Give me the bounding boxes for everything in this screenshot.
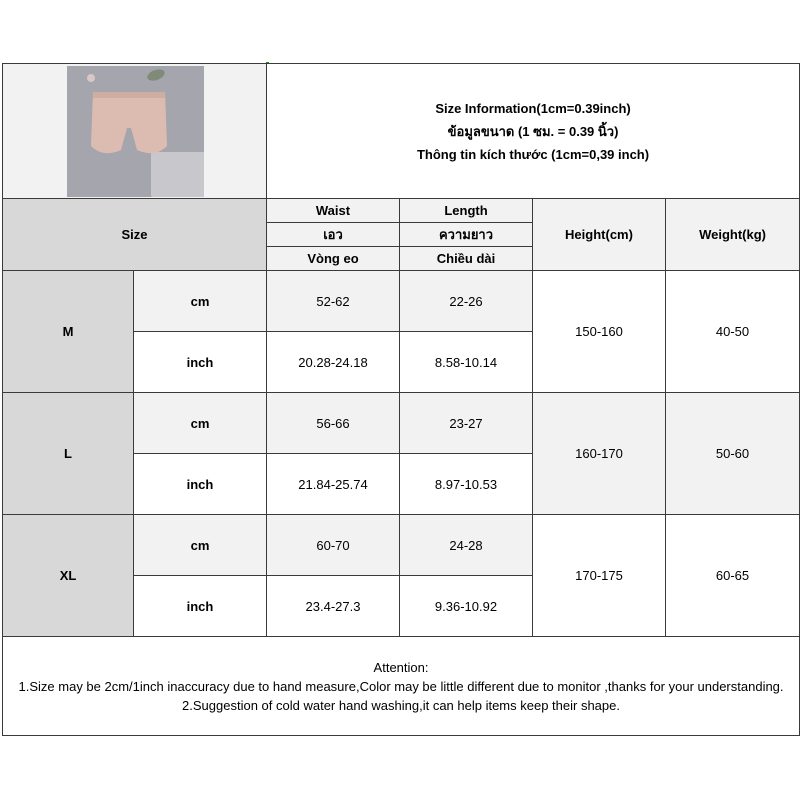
- title-english: Size Information(1cm=0.39inch): [435, 100, 631, 116]
- waist-cm-value: 52-62: [267, 271, 400, 332]
- height-value: 150-160: [533, 271, 666, 393]
- title-vietnamese: Thông tin kích thước (1cm=0,39 inch): [416, 146, 650, 162]
- length-inch-value: 9.36-10.92: [400, 576, 533, 637]
- height-value: 170-175: [533, 515, 666, 637]
- unit-inch-label: inch: [134, 332, 267, 393]
- length-inch-value: 8.97-10.53: [400, 454, 533, 515]
- waist-cm-value: 56-66: [267, 393, 400, 454]
- length-cm-value: 24-28: [400, 515, 533, 576]
- length-cm-value: 22-26: [400, 271, 533, 332]
- unit-cm-label: cm: [134, 515, 267, 576]
- waist-cm-value: 60-70: [267, 515, 400, 576]
- size-info-title: [267, 64, 800, 199]
- size-header: Size: [3, 199, 267, 271]
- size-xl-label: XL: [3, 515, 134, 637]
- shorts-icon: [85, 88, 173, 166]
- leaf-decoration: [146, 67, 166, 83]
- length-cm-value: 23-27: [400, 393, 533, 454]
- title-thai: ข้อมูลขนาด (1 ซม. = 0.39 นิ้ว): [447, 123, 619, 139]
- waist-inch-value: 23.4-27.3: [267, 576, 400, 637]
- product-photo-cell: [3, 64, 267, 199]
- product-photo: [67, 66, 204, 197]
- attention-line-1: 1.Size may be 2cm/1inch inaccuracy due to hand measure,Color may be little different due to monitor ,thanks for your understanding.: [18, 678, 784, 694]
- weight-value: 60-65: [666, 515, 800, 637]
- waist-inch-value: 21.84-25.74: [267, 454, 400, 515]
- length-header-th: ความยาว: [400, 223, 533, 247]
- size-m-label: M: [3, 271, 134, 393]
- weight-value: 50-60: [666, 393, 800, 515]
- attention-line-2: 2.Suggestion of cold water hand washing,it can help items keep their shape.: [182, 697, 620, 713]
- waist-header-vi: Vòng eo: [267, 247, 400, 271]
- unit-cm-label: cm: [134, 393, 267, 454]
- size-chart-table: [2, 63, 800, 736]
- height-header: Height(cm): [533, 199, 666, 271]
- unit-inch-label: inch: [134, 576, 267, 637]
- attention-note: [3, 637, 800, 736]
- weight-header: Weight(kg): [666, 199, 800, 271]
- waist-header-th: เอว: [267, 223, 400, 247]
- height-value: 160-170: [533, 393, 666, 515]
- unit-cm-label: cm: [134, 271, 267, 332]
- flower-decoration: [87, 74, 95, 82]
- size-l-label: L: [3, 393, 134, 515]
- length-header-en: Length: [400, 199, 533, 223]
- length-inch-value: 8.58-10.14: [400, 332, 533, 393]
- waist-header-en: Waist: [267, 199, 400, 223]
- waist-inch-value: 20.28-24.18: [267, 332, 400, 393]
- weight-value: 40-50: [666, 271, 800, 393]
- length-header-vi: Chiều dài: [400, 247, 533, 271]
- attention-title: Attention:: [373, 659, 429, 675]
- unit-inch-label: inch: [134, 454, 267, 515]
